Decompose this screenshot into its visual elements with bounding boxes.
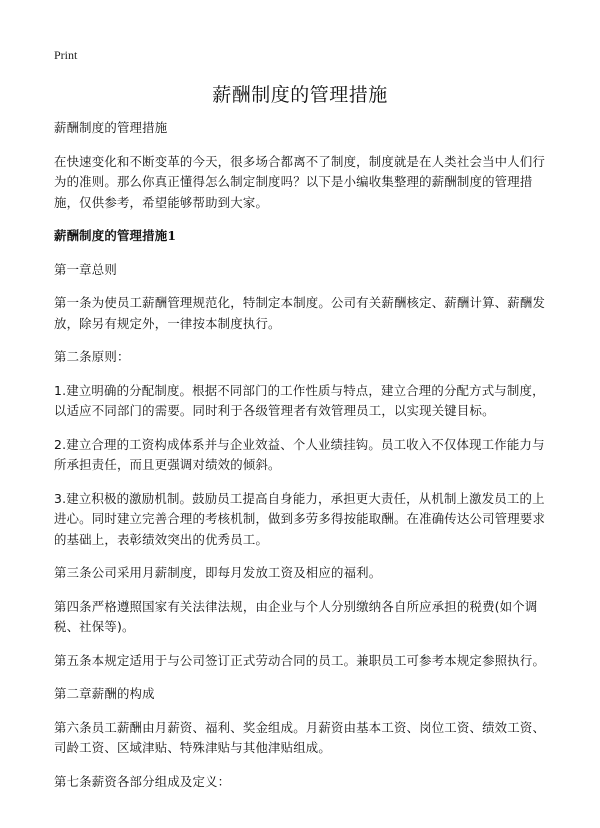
article-paragraph: 第二条原则：: [54, 349, 130, 364]
article-subtitle: 薪酬制度的管理措施: [54, 120, 168, 135]
article-paragraph: 3.建立积极的激励机制。鼓励员工提高自身能力，承担更大责任，从机制上激发员工的上进心。同时建立完善合理的考核机制，做到多劳多得按能取酬。在准确传达公司管理要求的基础上，表彰绩效突出的优秀员工。: [54, 490, 546, 547]
article-paragraph: 第七条薪资各部分组成及定义：: [54, 773, 231, 789]
article-paragraph: 第一条为使员工薪酬管理规范化，特制定本制度。公司有关薪酬核定、薪酬计算、薪酬发放，除另有规定外，一律按本制度执行。: [54, 295, 546, 331]
article-body: [54, 118, 554, 805]
article-paragraph: 第五条本规定适用于与公司签订正式劳动合同的员工。兼职员工可参考本规定参照执行。: [54, 652, 546, 668]
article-paragraph: 2.建立合理的工资构成体系并与企业效益、个人业绩挂钩。员工收入不仅体现工作能力与所承担责任，而且更强调对绩效的倾斜。: [54, 436, 545, 472]
chapter-heading-general: 第一章总则: [54, 261, 117, 277]
article-paragraph: 第三条公司采用月薪制度，即每月发放工资及相应的福利。: [54, 565, 382, 580]
article-paragraph: 第六条员工薪酬由月薪资、福利、奖金组成。月薪资由基本工资、岗位工资、绩效工资、司龄工资、区域津贴、特殊津贴与其他津贴组成。: [54, 719, 546, 755]
article-paragraph: 1.建立明确的分配制度。根据不同部门的工作性质与特点，建立合理的分配方式与制度，以适应不同部门的需要。同时利于各级管理者有效管理员工，以实现关键目标。: [54, 382, 545, 418]
print-link[interactable]: Print: [54, 48, 78, 62]
page-title: 薪酬制度的管理措施: [212, 84, 388, 106]
section-heading: 薪酬制度的管理措施1: [54, 228, 177, 243]
intro-paragraph: 在快速变化和不断变革的今天，很多场合都离不了制度，制度就是在人类社会当中人们行为的准则。那么你真正懂得怎么制定制度吗？以下是小编收集整理的薪酬制度的管理措施，仅供参考，希望能够帮助到大家。: [54, 153, 546, 210]
article-paragraph: 第四条严格遵照国家有关法律法规，由企业与个人分别缴纳各自所应承担的税费(如个调税、社保等)。: [54, 598, 538, 634]
chapter-heading-composition: 第二章薪酬的构成: [54, 686, 155, 701]
